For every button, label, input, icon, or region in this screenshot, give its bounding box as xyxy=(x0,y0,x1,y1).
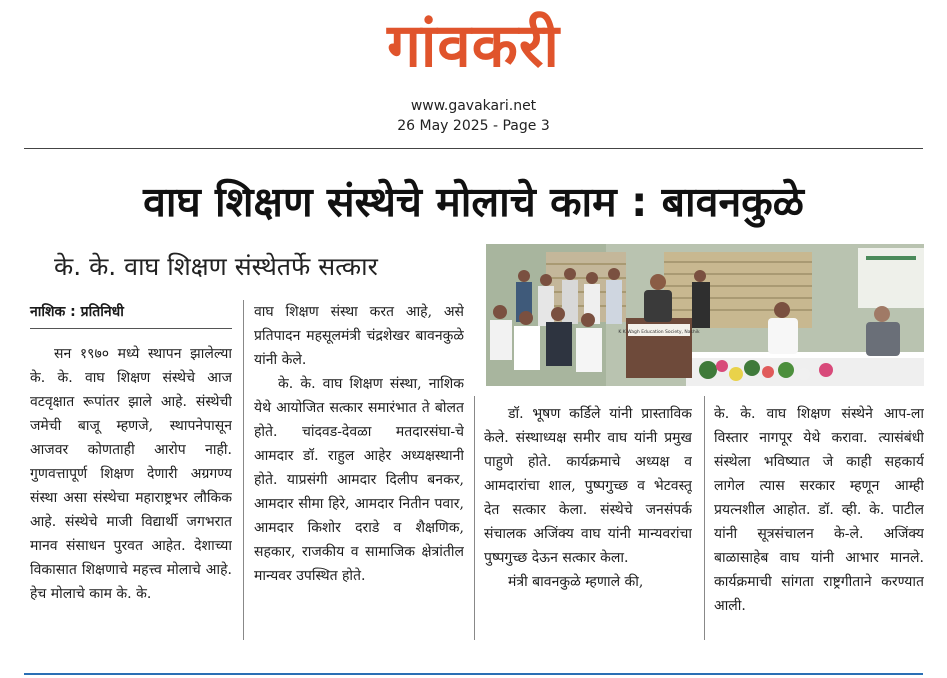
website-url[interactable]: www.gavakari.net xyxy=(410,98,537,114)
article-subheadline: के. के. वाघ शिक्षण संस्थेतर्फे सत्कार xyxy=(54,252,378,281)
column-2-paragraph: वाघ शिक्षण संस्था करत आहे, असे प्रतिपादन महसूलमंत्री चंद्रशेखर बावनकुळे यांनी केले. xyxy=(254,304,464,368)
page-bottom-rule xyxy=(24,673,923,675)
article-column-4 xyxy=(714,402,924,646)
article-column-1 xyxy=(30,342,232,646)
column-divider xyxy=(474,396,475,640)
column-divider xyxy=(704,396,705,640)
article-byline: नाशिक : प्रतिनिधी xyxy=(30,304,124,320)
column-1-paragraph: सन १९७० मध्ये स्थापन झालेल्या के. के. वाघ शिक्षण संस्थेचे आज वटवृक्षात रूपांतर झाले आहे. संस्थेची जमेची बाजू म्हणजे, स्थापनेपासून आजवर कोणताही आरोप नाही. गुणवत्तापूर्ण शिक्षण देणारी अग्रगण्य संस्था असा संस्थेचा महाराष्ट्रभर लौकिक आहे. संस्थेचे माजी विद्यार्थी जगभरात मानव संसाधन पुरवत आहेत. देशाच्या विकासात शिक्षणाचे महत्त्व मोलाचे आहे. हेच मोलाचे काम के. के. xyxy=(30,346,232,602)
article-photo xyxy=(486,244,924,386)
column-4-paragraph: के. के. वाघ शिक्षण संस्थेने आप-ला विस्तार नागपूर येथे करावा. त्यासंबंधी संस्थेला भविष्यात जे काही सहकार्य लागेल त्यास सरकार म्हणून आम्ही प्रयत्नशील आहोत. डॉ. व्ही. के. पाटील यांनी सूत्रसंचालन के-ले. अजिंक्य बाळासाहेब वाघ यांनी आभार मानले. कार्यक्रमाची सांगता राष्ट्रगीताने करण्यात आली. xyxy=(714,406,924,614)
column-2-paragraph: के. के. वाघ शिक्षण संस्था, नाशिक येथे आयोजित सत्कार समारंभात ते बोलत होते. चांदवड-देवळा मतदारसंघा-चे आमदार डॉ. राहुल आहेर अध्यक्षस्थानी होते. याप्रसंगी आमदार दिलीप बनकर, आमदार सीमा हिरे, आमदार नितीन पवार, आमदार किशोर दराडे व शैक्षणिक, सहकार, राजकीय व सामाजिक क्षेत्रांतील मान्यवर उपस्थित होते. xyxy=(254,376,464,584)
article-column-2 xyxy=(254,300,464,646)
masthead xyxy=(0,0,947,96)
column-3-paragraph: डॉ. भूषण कर्डिले यांनी प्रास्ताविक केले. संस्थाध्यक्ष समीर वाघ यांनी प्रमुख पाहुणे होते. कार्यक्रमाचे अध्यक्ष व आमदारांचा शाल, पुष्पगुच्छ व भेटवस्तू देत सत्कार केला. संस्थेचे जनसंपर्क संचालक अजिंक्य वाघ यांनी मान्यवरांचा पुष्पगुच्छ देऊन सत्कार केला. xyxy=(484,406,692,566)
byline-divider xyxy=(30,328,232,329)
column-divider xyxy=(243,300,244,640)
article-column-3 xyxy=(484,402,692,646)
podium-text: K K Wagh Education Society, Nashik xyxy=(618,330,700,335)
article-headline: वाघ शिक्षण संस्थेचे मोलाचे काम : बावनकुळे xyxy=(143,178,804,226)
masthead-divider xyxy=(24,148,923,149)
column-3-paragraph: मंत्री बावनकुळे म्हणाले की, xyxy=(508,574,644,590)
publication-date: 26 May 2025 - Page 3 xyxy=(397,118,550,134)
newspaper-logo[interactable]: गांवकरी xyxy=(387,11,560,81)
